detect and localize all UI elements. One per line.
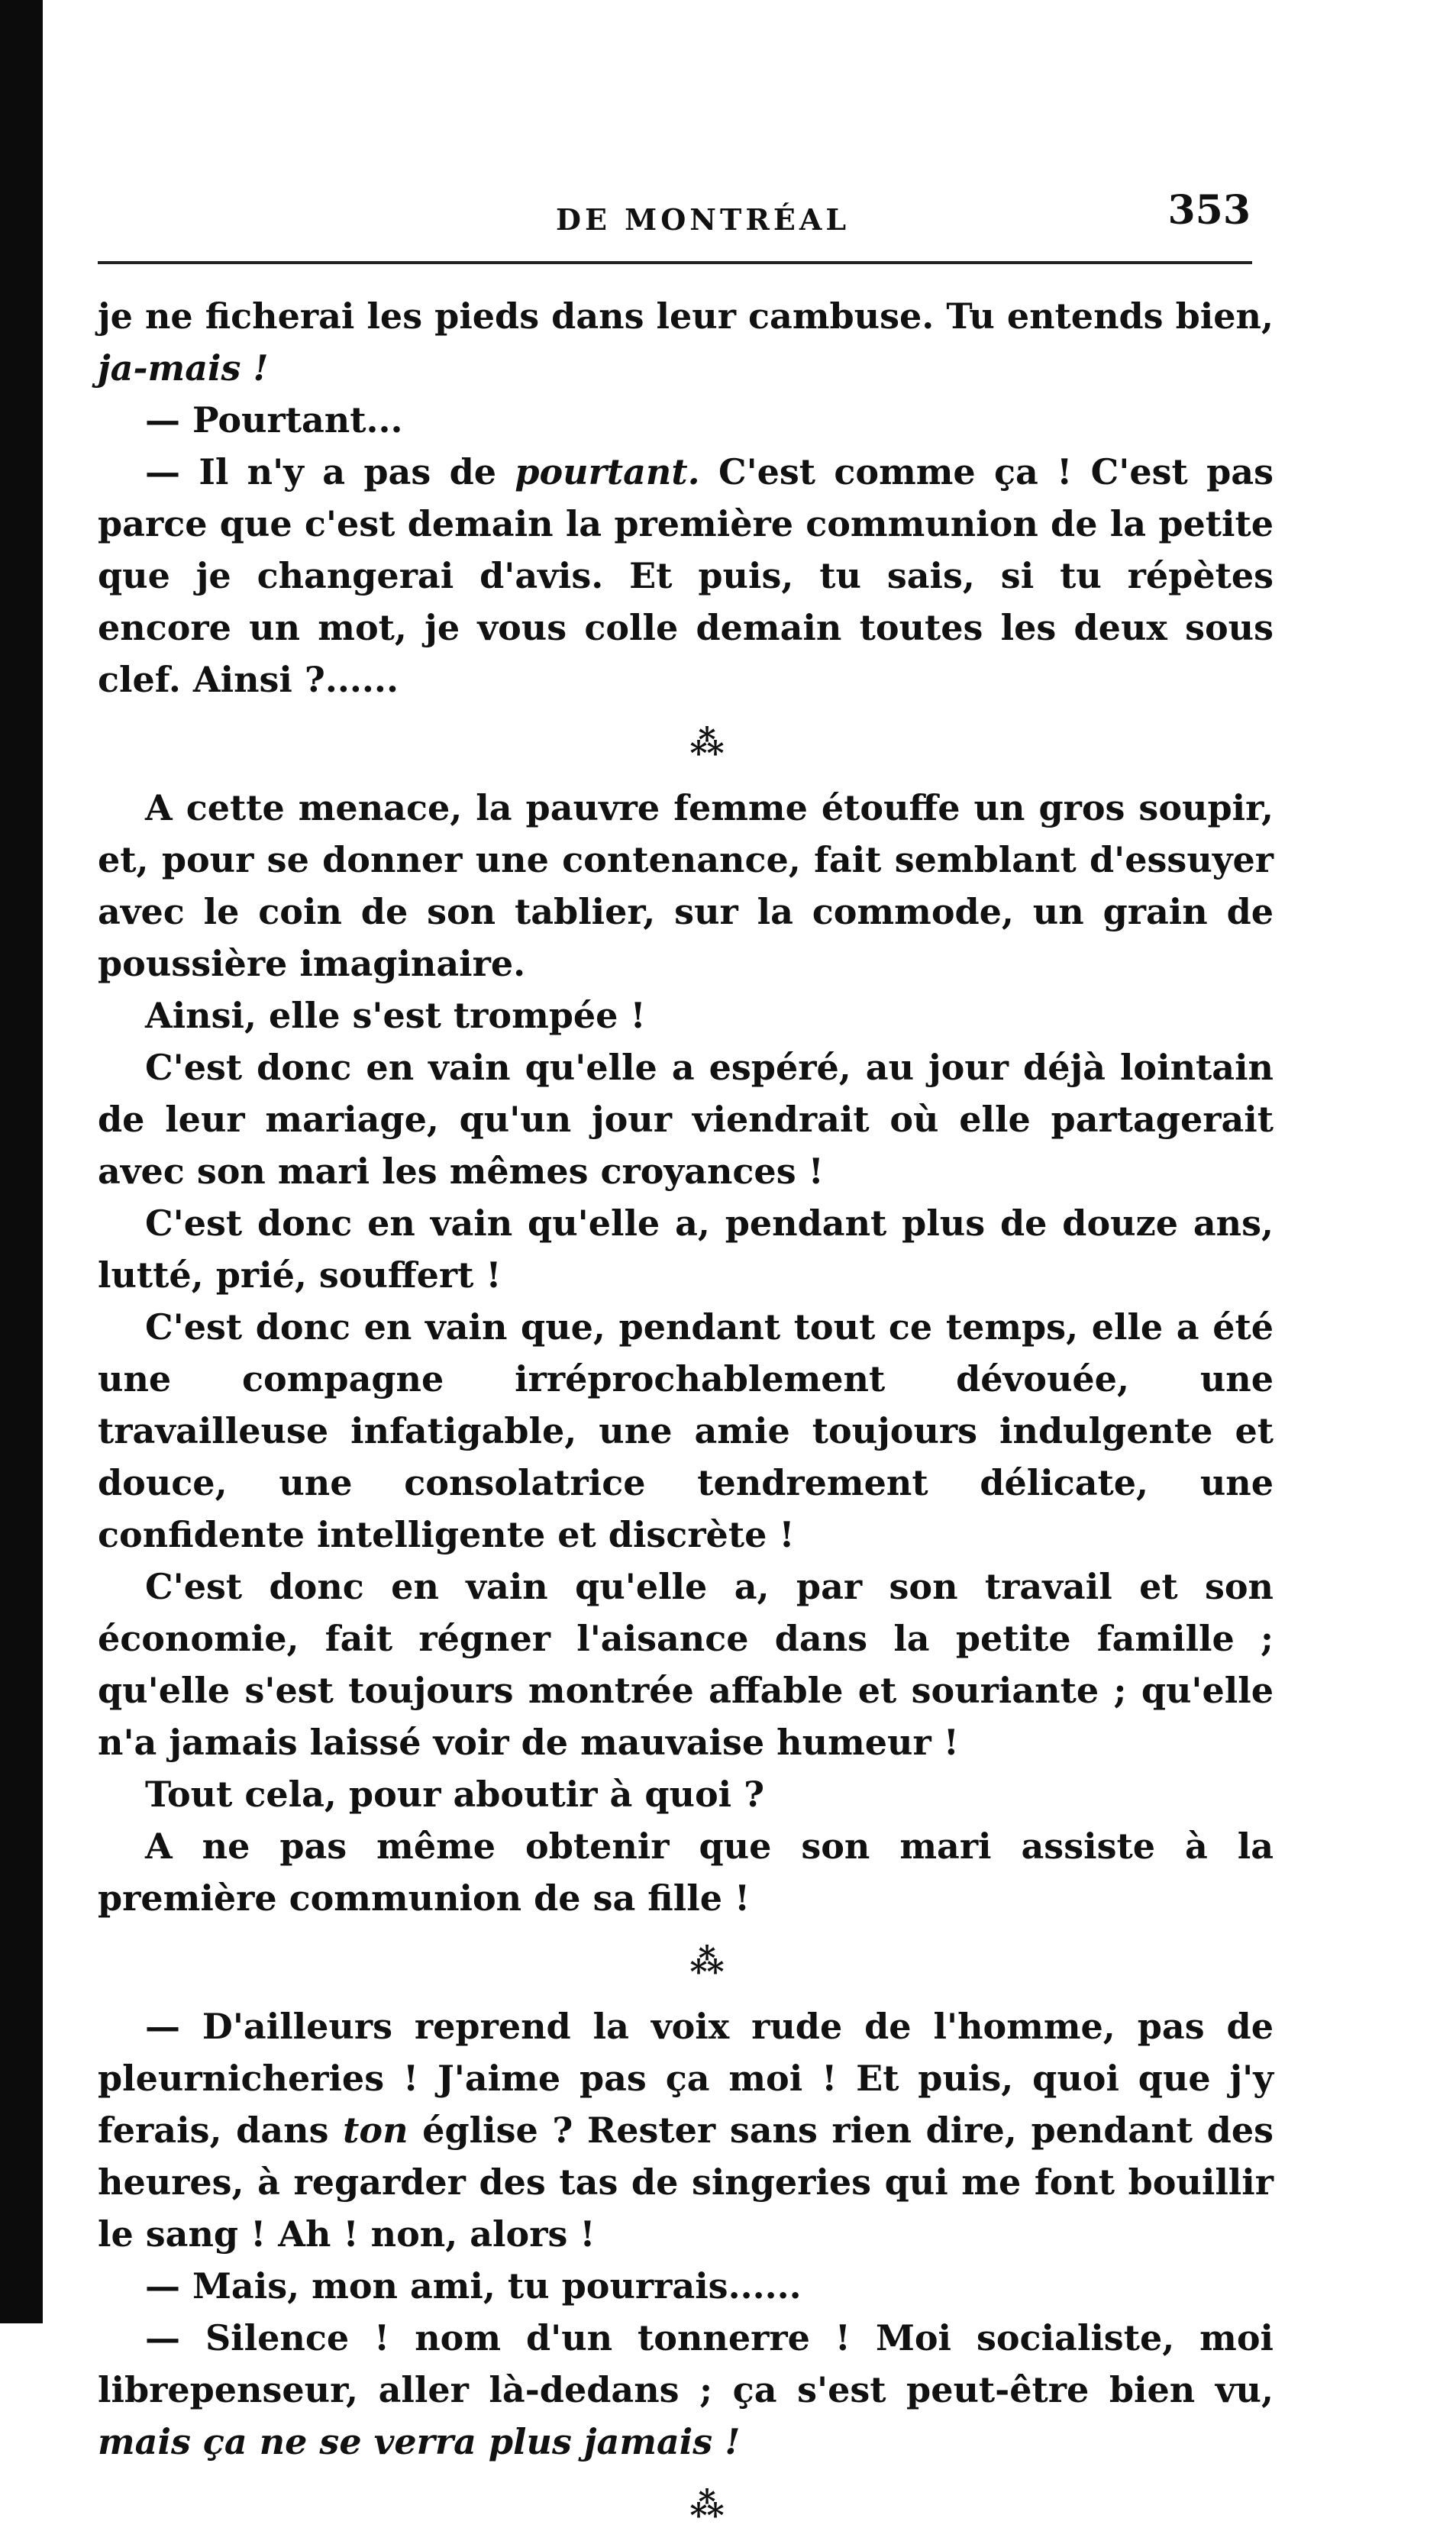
text-run: A cette menace, la pauvre femme étouffe un gros soupir, et, pour se donner une contenance, fait semblant d'essuyer avec le coin de son tablier, sur la commode, un grain de poussière imaginaire. [98, 787, 1274, 984]
italic-text: mais ça ne se verra plus jamais ! [98, 2421, 741, 2462]
book-page [98, 0, 1274, 2525]
text-run: — Il n'y a pas de [145, 451, 515, 492]
text-run: Tout cela, pour aboutir à quoi ? [145, 1774, 765, 1815]
dialogue-line [98, 446, 1274, 705]
paragraph [98, 1301, 1274, 1561]
text-run: A ne pas même obtenir que son mari assiste à la première communion de sa fille ! [98, 1826, 1274, 1919]
italic-text: ja-mais ! [98, 347, 269, 389]
dialogue-line [98, 2312, 1274, 2468]
dialogue-line [98, 2000, 1274, 2260]
text-run: C'est donc en vain que, pendant tout ce temps, elle a été une compagne irréprochablement dévouée, une travailleuse infatigable, une amie toujours indulgente et douce, une consolatrice tendrement délicate, une confidente intelligente et discrète ! [98, 1306, 1274, 1555]
text-run: — Silence ! nom d'un tonnerre ! Moi socialiste, moi librepenseur, aller là-dedans ; ça s'est peut-être bien vu, [98, 2317, 1274, 2410]
asterism-section-break: ⁂ [689, 1942, 728, 1981]
paragraph [98, 1768, 1274, 1820]
paragraph [98, 1561, 1274, 1768]
running-title: DE MONTRÉAL [556, 202, 851, 237]
text-run: — Pourtant... [145, 399, 403, 441]
paragraph [98, 1820, 1274, 1924]
text-run: — D'ailleurs reprend la voix rude de l'homme, pas de pleurnicheries ! J'aime pas ça moi ! Et puis, quoi que j'y ferais, dans [98, 2006, 1274, 2151]
italic-text: pourtant. [515, 451, 700, 492]
paragraph [98, 1041, 1274, 1197]
italic-text: ton [343, 2110, 408, 2151]
text-run: église ? Rester sans rien dire, pendant des heures, à regarder des tas de singeries qui me font bouillir le sang ! Ah ! non, alors ! [98, 2110, 1274, 2255]
paragraph [98, 1197, 1274, 1301]
asterism-section-break: ⁂ [689, 2486, 728, 2525]
dialogue-line [98, 2260, 1274, 2312]
text-run: — Mais, mon ami, tu pourrais...... [145, 2265, 802, 2307]
book-binding-edge [0, 0, 43, 2323]
text-run: je ne ficherai les pieds dans leur cambuse. Tu entends bien, [98, 295, 1274, 337]
dialogue-line [98, 394, 1274, 446]
page-header [98, 187, 1274, 256]
text-run: C'est donc en vain qu'elle a, par son travail et son économie, fait régner l'aisance dans la petite famille ; qu'elle s'est toujours montrée affable et souriante ; qu'elle n'a jamais laissé voir de mauvaise humeur ! [98, 1566, 1274, 1763]
asterism-section-break: ⁂ [689, 724, 728, 763]
paragraph [98, 782, 1274, 990]
paragraph [98, 990, 1274, 1041]
page-number: 353 [1167, 187, 1251, 234]
header-rule [98, 261, 1252, 264]
text-run: C'est donc en vain qu'elle a espéré, au jour déjà lointain de leur mariage, qu'un jour viendrait où elle partagerait avec son mari les mêmes croyances ! [98, 1047, 1274, 1192]
paragraph [98, 290, 1274, 394]
text-run: Ainsi, elle s'est trompée ! [145, 995, 646, 1036]
body-text [98, 290, 1274, 2544]
text-run: C'est comme ça ! C'est pas parce que c'est demain la première communion de la petite que je changerai d'avis. Et puis, tu sais, si tu répètes encore un mot, je vous colle demain toutes les deux sous clef. Ainsi ?...... [98, 451, 1274, 700]
text-run: C'est donc en vain qu'elle a, pendant plus de douze ans, lutté, prié, souffert ! [98, 1203, 1274, 1296]
